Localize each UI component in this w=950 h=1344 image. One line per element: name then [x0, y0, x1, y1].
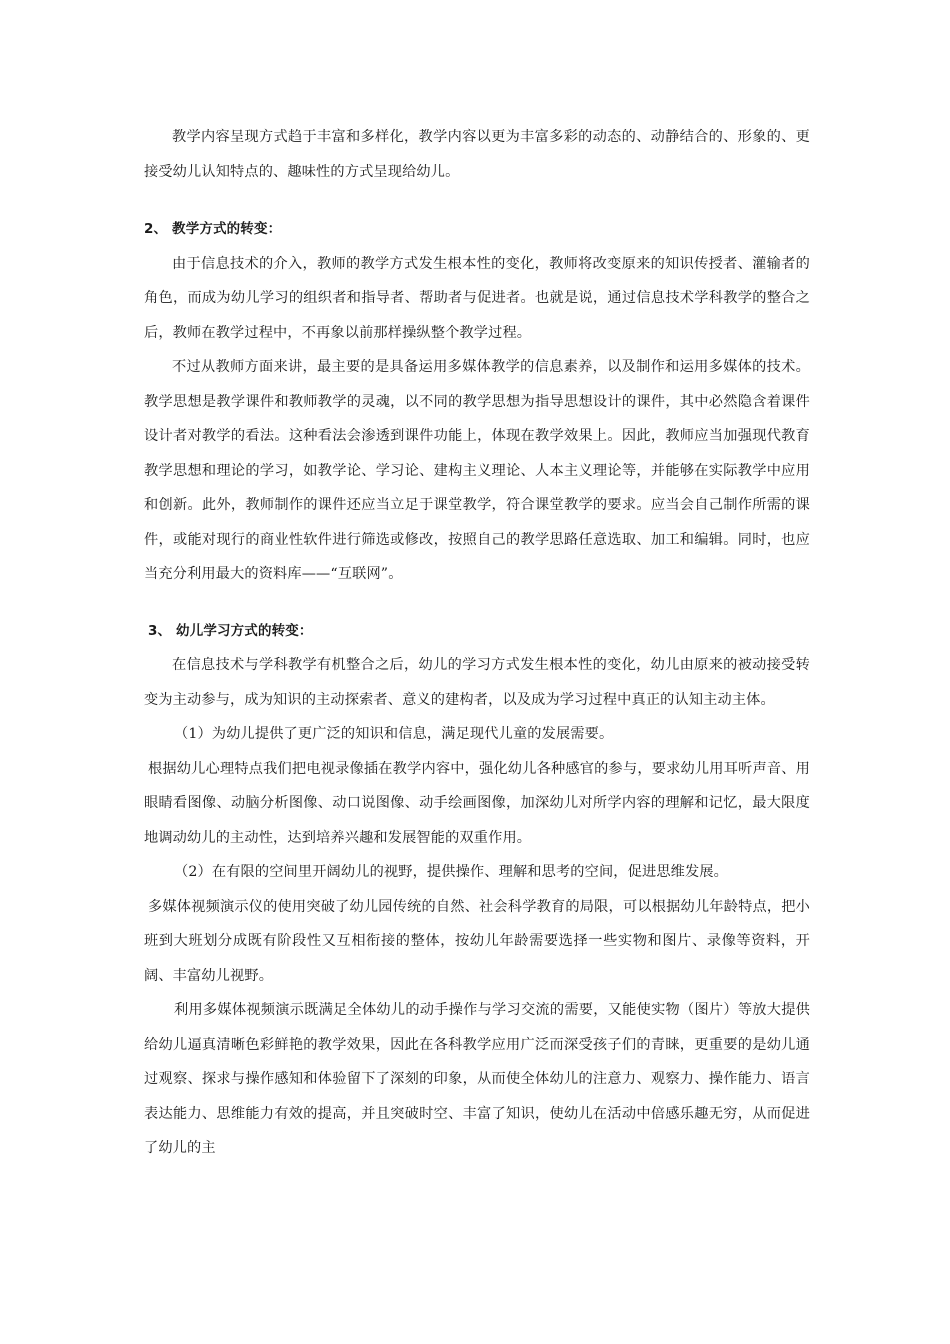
paragraph-content-presentation: 教学内容呈现方式趋于丰富和多样化，教学内容以更为丰富多彩的动态的、动静结合的、形象的、更接受幼儿认知特点的、趣味性的方式呈现给幼儿。 [144, 129, 810, 180]
paragraph-teacher-literacy: 不过从教师方面来讲，最主要的是具备运用多媒体教学的信息素养，以及制作和运用多媒体的技术。教学思想是教学课件和教师教学的灵魂，以不同的教学思想为指导思想设计的课件，其中必然隐含着课件设计者对教学的看法。这种看法会渗透到课件功能上，体现在教学效果上。因此，教师应当加强现代教育教学思想和理论的学习，如教学论、学习论、建构主义理论、人本主义理论等，并能够在实际教学中应用和创新。此外，教师制作的课件还应当立足于课堂教学，符合课堂教学的要求。应当会自己制作所需的课件，或能对现行的商业性软件进行筛选或修改，按照自己的教学思路任意选取、加工和编辑。同时，也应当充分利用最大的资料库——“互联网”。 [144, 359, 810, 582]
paragraph-video-senses: 根据幼儿心理特点我们把电视录像插在教学内容中，强化幼儿各种感官的参与，要求幼儿用耳听声音、用眼睛看图像、动脑分析图像、动口说图像、动手绘画图像，加深幼儿对所学内容的理解和记忆，最大限度地调动幼儿的主动性，达到培养兴趣和发展智能的双重作用。 [144, 760, 810, 846]
paragraph-multimedia-projector: 多媒体视频演示仪的使用突破了幼儿园传统的自然、社会科学教育的局限，可以根据幼儿年龄特点，把小班到大班划分成既有阶段性又互相衔接的整体，按幼儿年龄需要选择一些实物和图片、录像等资料，开阔、丰富幼儿视野。 [144, 898, 810, 984]
paragraph-learning-change: 在信息技术与学科教学有机整合之后，幼儿的学习方式发生根本性的变化，幼儿由原来的被动接受转变为主动参与，成为知识的主动探索者、意义的建构者，以及成为学习过程中真正的认知主动主体。 [144, 657, 810, 708]
list-item-vision: （2）在有限的空间里开阔幼儿的视野，提供操作、理解和思考的空间，促进思维发展。 [174, 864, 729, 880]
section-heading-learning-method: 3、 幼儿学习方式的转变： [148, 622, 313, 639]
spacer [144, 189, 810, 212]
paragraph-multimedia-benefits: 利用多媒体视频演示既满足全体幼儿的动手操作与学习交流的需要，又能使实物（图片）等放大提供给幼儿逼真清晰色彩鲜艳的教学效果，因此在各科教学应用广泛而深受孩子们的青睐，更重要的是幼儿通过观察、探求与操作感知和体验留下了深刻的印象，从而使全体幼儿的注意力、观察力、操作能力、语言表达能力、思维能力有效的提高，并且突破时空、丰富了知识，使幼儿在活动中倍感乐趣无穷，从而促进了幼儿的主 [144, 1002, 810, 1156]
document-body [144, 120, 810, 1166]
section-heading-teaching-method: 2、 教学方式的转变： [144, 221, 282, 237]
paragraph-teacher-role: 由于信息技术的介入，教师的教学方式发生根本性的变化，教师将改变原来的知识传授者、灌输者的角色，而成为幼儿学习的组织者和指导者、帮助者与促进者。也就是说，通过信息技术学科教学的整合之后，教师在教学过程中，不再象以前那样操纵整个教学过程。 [144, 255, 810, 341]
spacer [144, 592, 810, 614]
list-item-knowledge: （1）为幼儿提供了更广泛的知识和信息，满足现代儿童的发展需要。 [174, 726, 614, 742]
